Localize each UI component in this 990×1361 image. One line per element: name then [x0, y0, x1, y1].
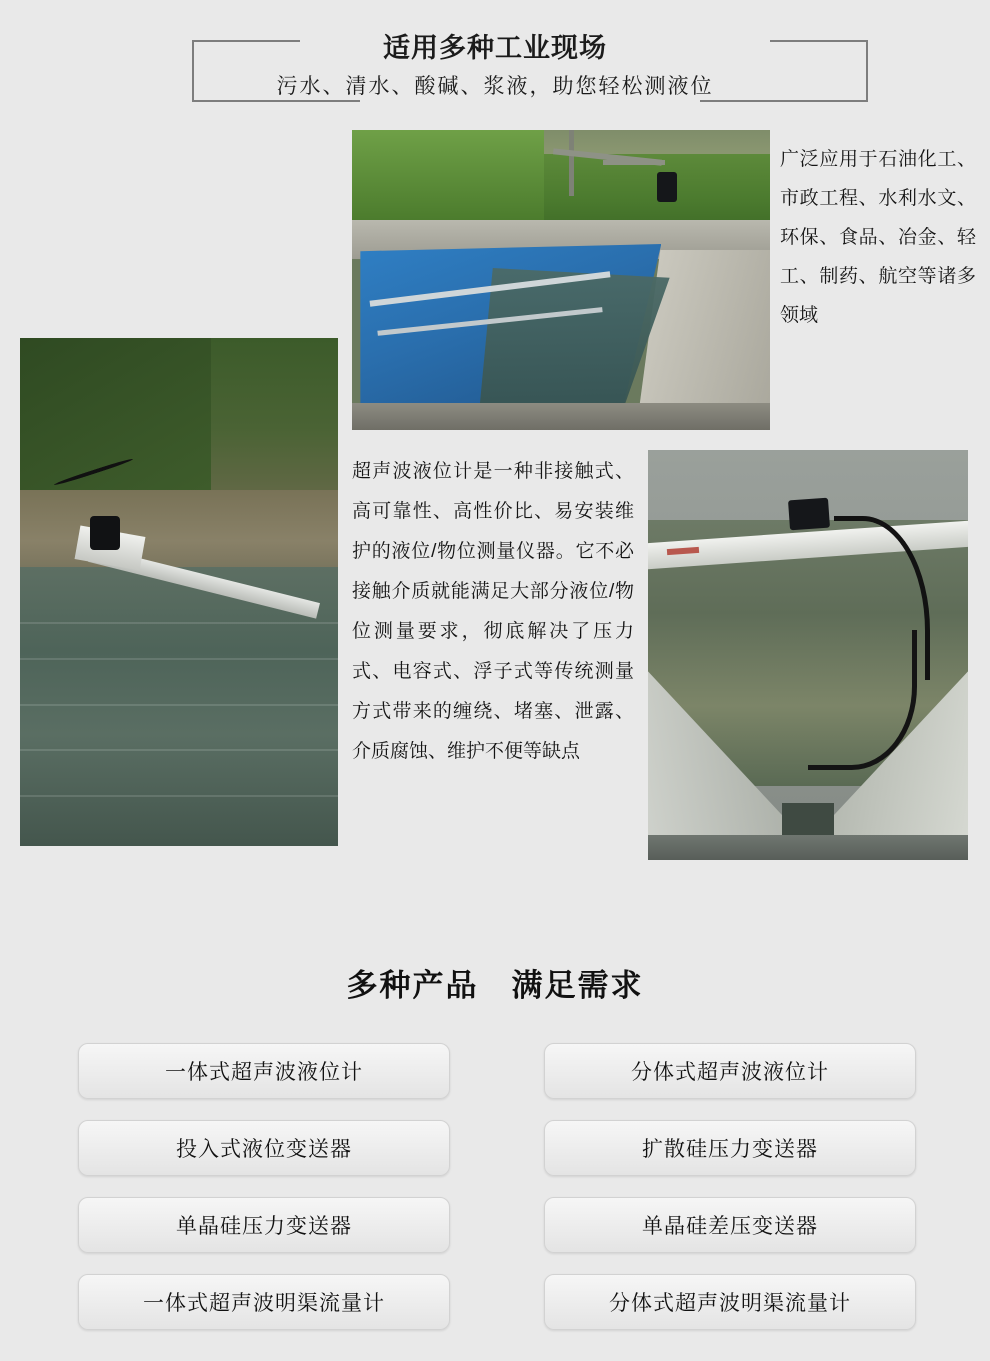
- river-ripple-1: [20, 622, 338, 624]
- tank-floor: [648, 835, 968, 860]
- page-subtitle: 污水、清水、酸碱、浆液，助您轻松测液位: [276, 75, 714, 98]
- photo-river-inner: [20, 338, 338, 846]
- river-bank-sensor-photo: [20, 338, 338, 846]
- canal-sensor-arm: [603, 160, 666, 165]
- product-item[interactable]: 单晶硅差压变送器: [544, 1197, 916, 1253]
- product-item[interactable]: 单晶硅压力变送器: [78, 1197, 450, 1253]
- canal-ultrasonic-sensor: [657, 172, 677, 202]
- river-ripple-3: [20, 704, 338, 706]
- product-list: [78, 1043, 916, 1330]
- river-ripple-4: [20, 749, 338, 751]
- canal-grass-left: [352, 130, 544, 220]
- product-intro-text: 超声波液位计是一种非接触式、高可靠性、高性价比、易安装维护的液位/物位测量仪器。它不必接触介质就能满足大部分液位/物位测量要求，彻底解决了压力式、电容式、浮子式等传统测量方式带来的缠绕、堵塞、泄露、介质腐蚀、维护不便等缺点: [352, 461, 634, 762]
- tank-ultrasonic-sensor: [788, 498, 830, 531]
- product-item[interactable]: 一体式超声波液位计: [78, 1043, 450, 1099]
- river-ultrasonic-sensor: [90, 516, 120, 550]
- product-item[interactable]: 扩散硅压力变送器: [544, 1120, 916, 1176]
- river-ripple-2: [20, 658, 338, 660]
- photo-canal-inner: [352, 130, 770, 430]
- page-title: 适用多种工业现场: [383, 33, 607, 63]
- product-item[interactable]: 分体式超声波明渠流量计: [544, 1274, 916, 1330]
- river-bank-shadow: [20, 338, 211, 490]
- canal-concrete-bottom: [352, 403, 770, 430]
- open-channel-flume-photo: [352, 130, 770, 430]
- header: [0, 0, 990, 120]
- products-section-title: 多种产品 满足需求: [346, 968, 644, 1003]
- product-item[interactable]: 分体式超声波液位计: [544, 1043, 916, 1099]
- product-item[interactable]: 一体式超声波明渠流量计: [78, 1274, 450, 1330]
- canal-post: [569, 130, 574, 196]
- hopper-tank-sensor-photo: [648, 450, 968, 860]
- applications-text: 广泛应用于石油化工、市政工程、水利水文、环保、食品、冶金、轻工、制药、航空等诸多领域: [780, 149, 976, 326]
- photo-tank-inner: [648, 450, 968, 860]
- river-ripple-5: [20, 795, 338, 797]
- product-item[interactable]: 投入式液位变送器: [78, 1120, 450, 1176]
